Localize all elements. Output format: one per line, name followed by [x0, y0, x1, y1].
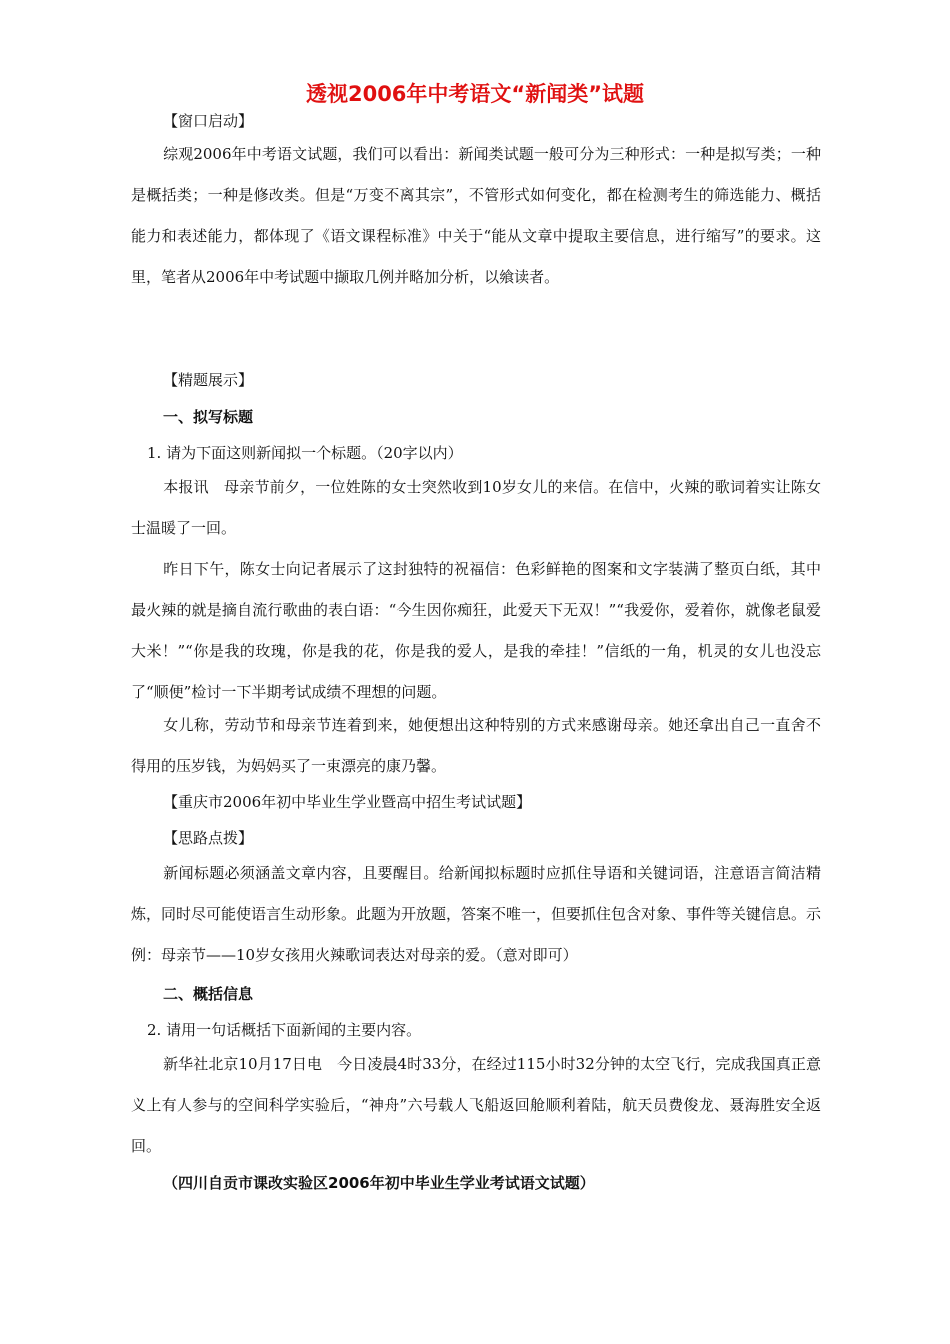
news1-paragraph-1: [131, 467, 821, 549]
news1-text-3: 女儿称，劳动节和母亲节连着到来，她便想出这种特别的方式来感谢母亲。她还拿出自己一直舍不得用的压岁钱，为妈妈买了一束漂亮的康乃馨。: [131, 716, 821, 775]
intro-paragraph: [131, 134, 821, 298]
news1-paragraph-2: [131, 549, 821, 713]
news1-text-1: 本报讯 母亲节前夕，一位姓陈的女士突然收到10岁女儿的来信。在信中，火辣的歌词着实让陈女士温暖了一回。: [131, 478, 821, 537]
news2-paragraph: [131, 1044, 821, 1167]
document-title: 透视2006年中考语文“新闻类”试题: [305, 82, 645, 106]
question-2: 2. 请用一句话概括下面新闻的主要内容。: [147, 1021, 422, 1039]
intro-text: 综观2006年中考语文试题，我们可以看出：新闻类试题一般可分为三种形式：一种是拟写类；一种是概括类；一种是修改类。但是“万变不离其宗”，不管形式如何变化，都在检测考生的筛选能力、概括能力和表述能力，都体现了《语文课程标准》中关于“能从文章中提取主要信息，进行缩写”的要求。这里，笔者从2006年中考试题中撷取几例并略加分析，以飨读者。: [131, 145, 821, 286]
hint-paragraph: [131, 853, 821, 976]
news1-paragraph-3: [131, 705, 821, 787]
section-window-heading: 【窗口启动】: [163, 112, 254, 130]
part2-heading: 二、概括信息: [163, 985, 254, 1003]
news1-text-2: 昨日下午，陈女士向记者展示了这封独特的祝福信：色彩鲜艳的图案和文字装满了整页白纸，其中最火辣的就是摘自流行歌曲的表白语：“今生因你痴狂，此爱天下无双！”“我爱你，爱着你，就像老鼠爱大米！”“你是我的玫瑰，你是我的花，你是我的爱人，是我的牵挂！”信纸的一角，机灵的女儿也没忘了“顺便”检讨一下半期考试成绩不理想的问题。: [131, 560, 821, 701]
source-1: 【重庆市2006年初中毕业生学业暨高中招生考试试题】: [163, 793, 532, 811]
question-1: 1. 请为下面这则新闻拟一个标题。（20字以内）: [147, 444, 463, 462]
news2-text: 新华社北京10月17日电 今日凌晨4时33分，在经过115小时32分钟的太空飞行，完成我国真正意义上有人参与的空间科学实验后，“神舟”六号载人飞船返回舱顺利着陆，航天员费俊龙、聂海胜安全返回。: [131, 1055, 821, 1155]
hint-text: 新闻标题必须涵盖文章内容，且要醒目。给新闻拟标题时应抓住导语和关键词语，注意语言简洁精炼，同时尽可能使语言生动形象。此题为开放题，答案不唯一，但要抓住包含对象、事件等关键信息。示例：母亲节——10岁女孩用火辣歌词表达对母亲的爱。（意对即可）: [131, 864, 822, 964]
source-2: （四川自贡市课改实验区2006年初中毕业生学业考试语文试题）: [163, 1174, 595, 1192]
section-showcase-heading: 【精题展示】: [163, 371, 254, 389]
section-hint-heading: 【思路点拨】: [163, 829, 254, 847]
part1-heading: 一、拟写标题: [163, 408, 254, 426]
